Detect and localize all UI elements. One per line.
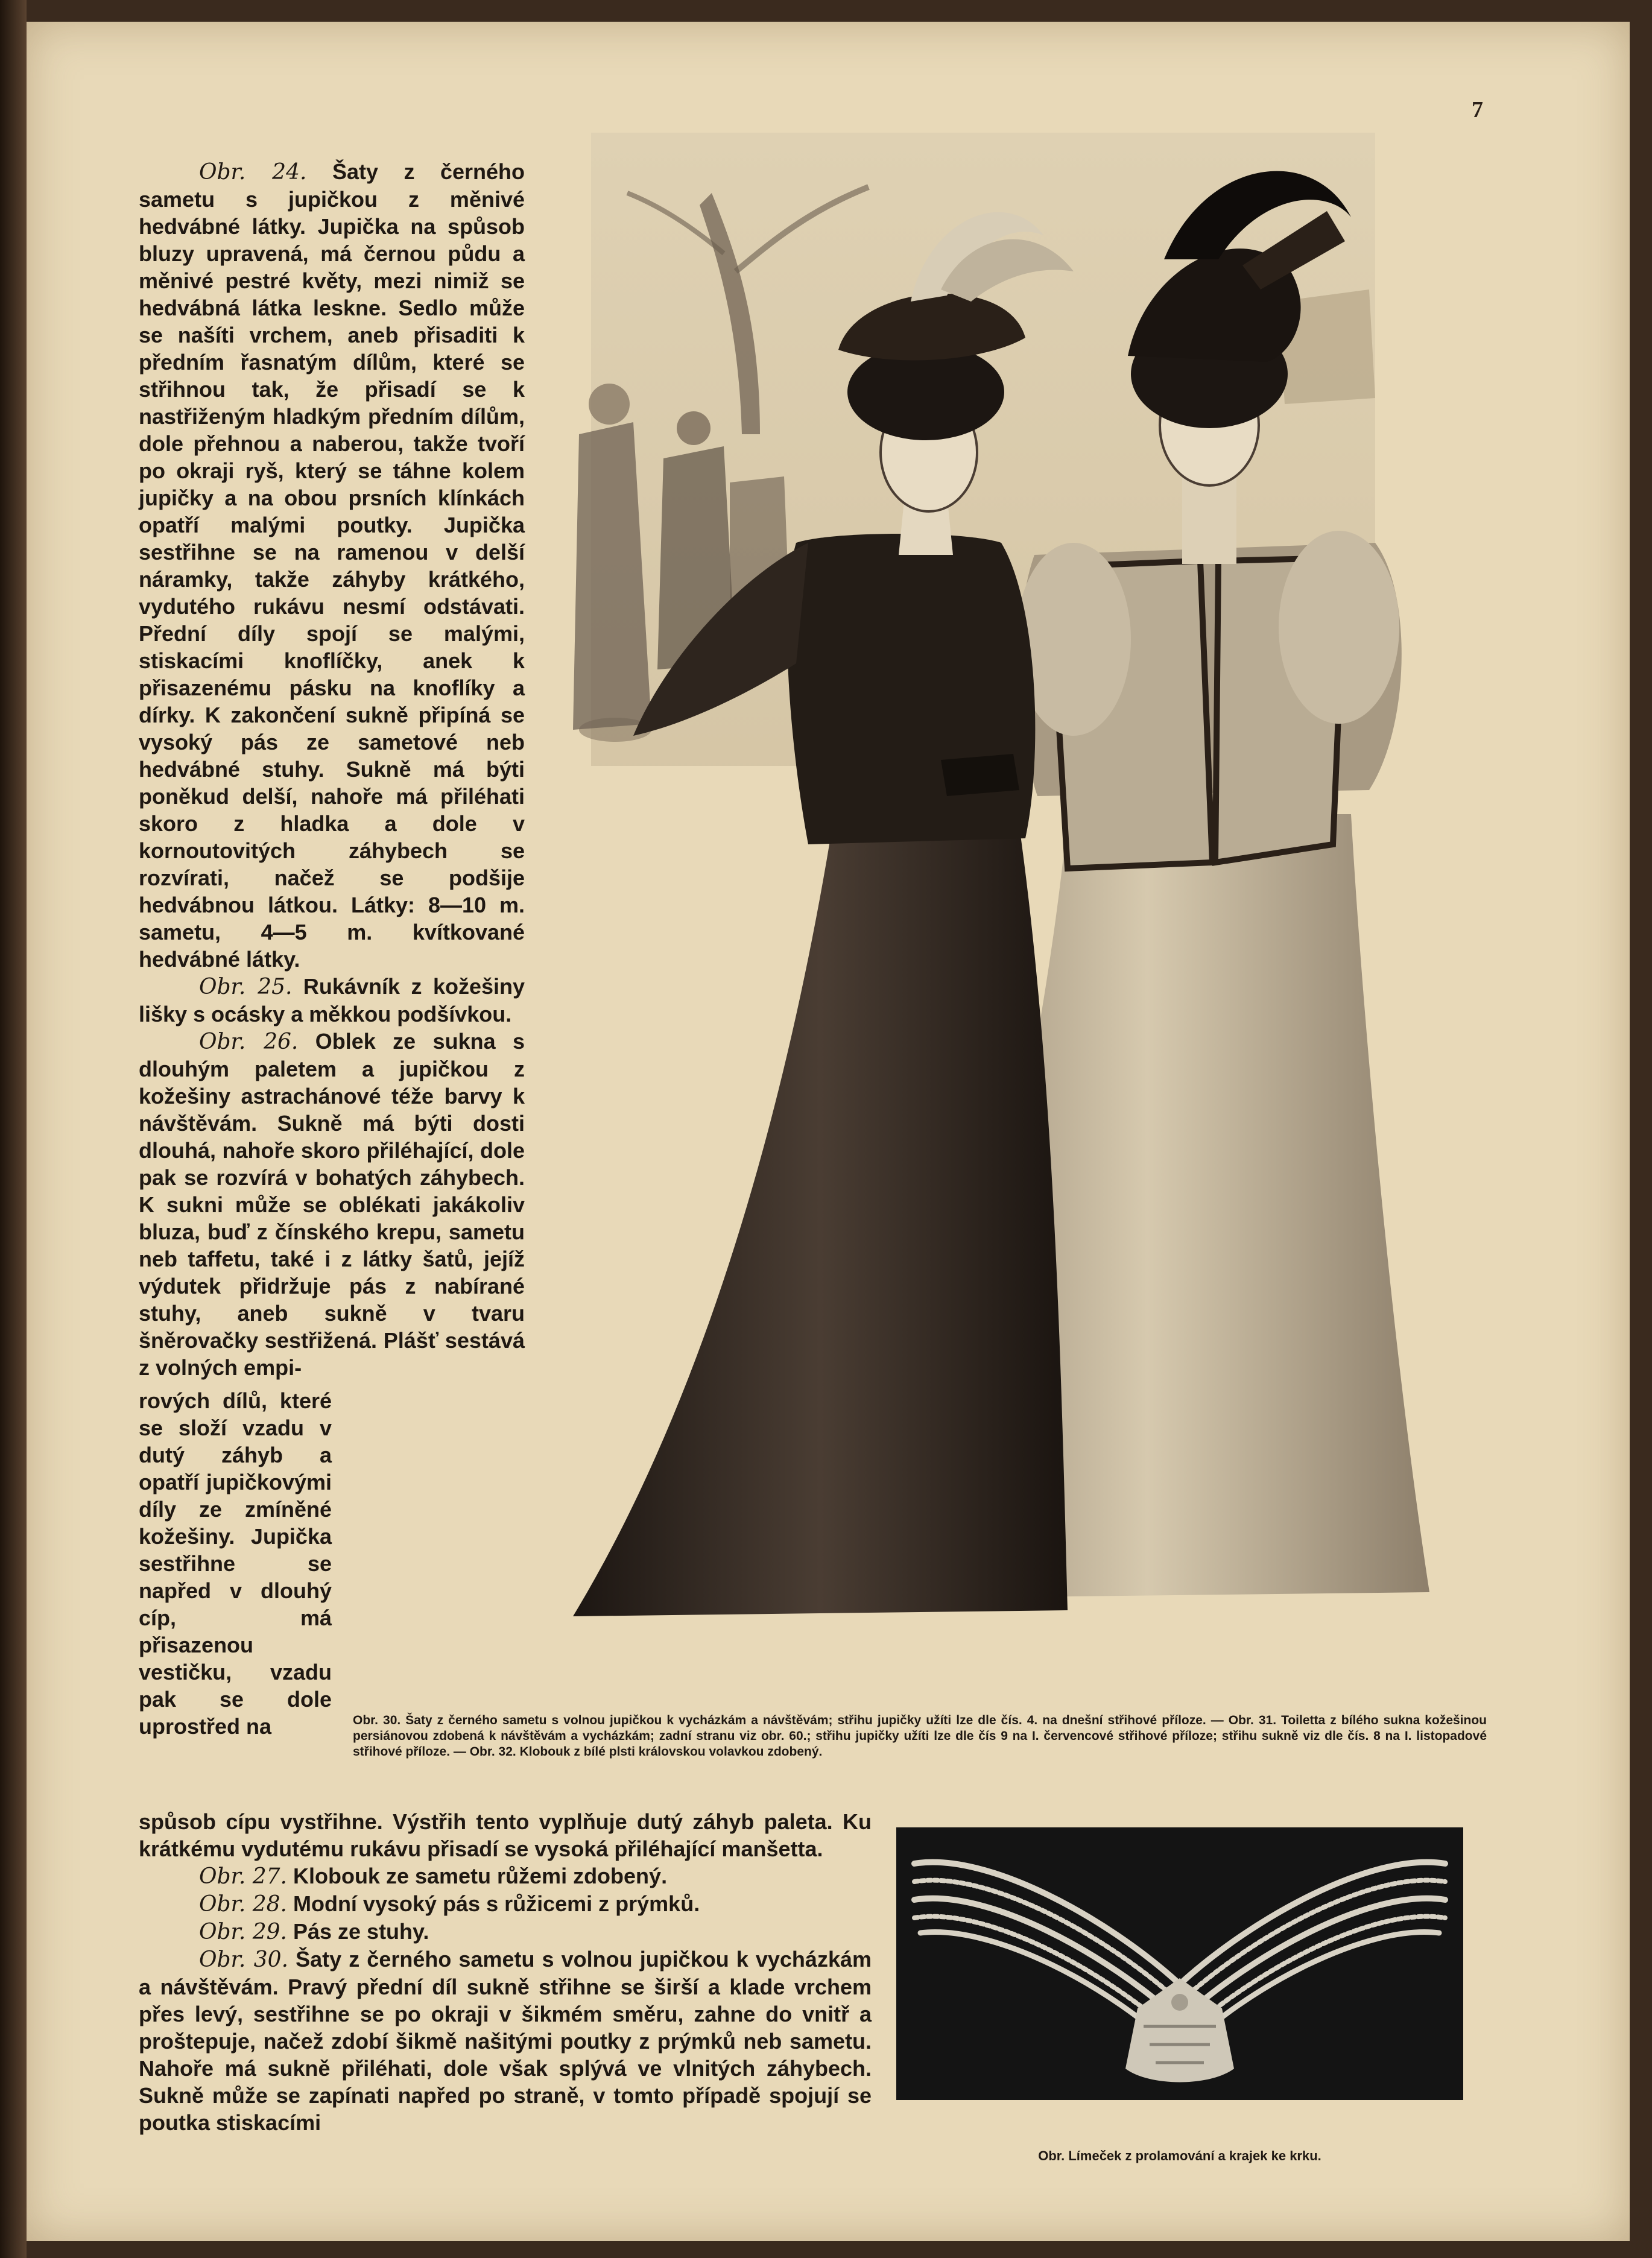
figure-ref-25: Obr. 25. — [199, 975, 293, 999]
paragraph-obr-28: Modní vysoký pás s růžicemi z prýmků. — [293, 1891, 700, 1916]
article-column-left — [139, 158, 525, 1381]
illustration-caption: Obr. 30. Šaty z černého sametu s volnou jupičkou k vycházkám a návštěvám; střihu jupičky užíti lze dle čís. 4. na dnešní střihové příloze. — Obr. 31. Toiletta z bílého sukna kožešinou persiánovou zdobená k návštěvám a vycházkám; zadní stranu viz obr. 60.; střihu jupičky užíti lze dle čís 9 na I. červencové střihové příloze; střihu sukně viz dle čís. 8 na I. listopadové střihové příloze. — Obr. 32. Klobouk z bílé plsti královskou volavkou zdobený. — [353, 1713, 1487, 1759]
collar-illustration — [896, 1827, 1463, 2100]
page-number: 7 — [1472, 97, 1483, 122]
paragraph-obr-26-end: spůsob cípu vystřihne. Výstřih tento vyplňuje dutý záhyb paleta. Ku krátkému vydutému rukávu přisadí se vysoká přiléhající manšetta. — [139, 1809, 872, 1861]
paragraph-obr-24: Šaty z černého sametu s jupičkou z měnivé hedvábné látky. Jupička na spůsob bluzy upravená, má černou půdu a měnivé pestré květy, mezi nimiž se hedvábná látka leskne. Sedlo může se našíti vrchem, aneb přisaditi k předním řasnatým dílům, které se střihnou tak, že přisadí se k nastřiženým hladkým předním dílům, dole přehnou a naberou, takže tvoří po okraji ryš, který se táhne kolem jupičky a na obou prsních klínkách opatří malými poutky. Jupička sestřihne se na ramenou v delší náramky, takže záhyby krátkého, vydutého rukávu nesmí odstávati. Přední díly spojí se malými, stiskacími knoflíčky, anek k přisazenému pásku na knoflíky a dírky. K zakončení sukně připíná se vysoký pás ze sametové neb hedvábné stuhy. Sukně má býti poněkud delší, nahoře má přiléhati skoro z hladka a dole v kornoutovitých záhybech se rozvírati, načež se podšije hedvábnou látkou. Látky: 8—10 m. sametu, 4—5 m. kvítkované hedvábné látky. — [139, 159, 525, 972]
paragraph-obr-25: Rukávník z kožešiny lišky s ocásky a měkkou podšívkou. — [139, 974, 525, 1026]
figure-ref-24: Obr. 24. — [199, 160, 307, 185]
paragraph-obr-30: Šaty z černého sametu s volnou jupičkou k vycházkám a návštěvám. Pravý přední díl sukně střihne se širší a klade vrchem přes levý, sestřihne se po okraji v šikmém směru, zahne do vnitř a proštepuje, načež zdobí šikmě našitými poutky z prýmků neb sametu. Nahoře má sukně přiléhati, dole však splývá ve vlnitých záhybech. Sukně může se zapínati napřed po straně, v tomto případě spojují se poutka stiskacími — [139, 1947, 872, 2135]
figure-ref-27: Obr. 27. — [199, 1864, 287, 1889]
article-column-bottom — [139, 1808, 872, 2136]
figure-ref-29: Obr. 29. — [199, 1920, 287, 1944]
fashion-illustration — [374, 121, 1484, 1677]
article-column-narrow — [139, 1387, 332, 1740]
figure-ref-28: Obr. 28. — [199, 1892, 287, 1917]
paragraph-obr-26: Oblek ze sukna s dlouhým paletem a jupičkou z kožešiny astrachánové téže barvy k návštěvám. Sukně má býti dosti dlouhá, nahoře skoro přiléhající, dole pak se rozvírá v bohatých záhybech. K sukni může se oblékati jakákoliv bluza, buď z čínského krepu, sametu neb taffetu, také i z látky šatů, jejíž výdutek přidržuje pás z nabírané stuhy, aneb sukně v tvaru šněrovačky sestřižená. Plášť sestává z volných empi- — [139, 1029, 525, 1380]
paragraph-obr-29: Pás ze stuhy. — [293, 1919, 429, 1944]
figure-ref-30: Obr. 30. — [199, 1947, 289, 1972]
paragraph-obr-26-continued: rových dílů, které se složí vzadu v dutý záhyb a opatří jupičkovými díly ze zmíněné kožešiny. Jupička sestřihne se napřed v dlouhý cíp, má přisazenou vestičku, vzadu pak se dole uprostřed na — [139, 1388, 332, 1739]
collar-caption: Obr. Límeček z prolamování a krajek ke krku. — [1038, 2148, 1321, 2163]
figure-ref-26: Obr. 26. — [199, 1029, 299, 1054]
book-gutter — [0, 0, 27, 2258]
paragraph-obr-27: Klobouk ze sametu růžemi zdobený. — [293, 1864, 668, 1888]
